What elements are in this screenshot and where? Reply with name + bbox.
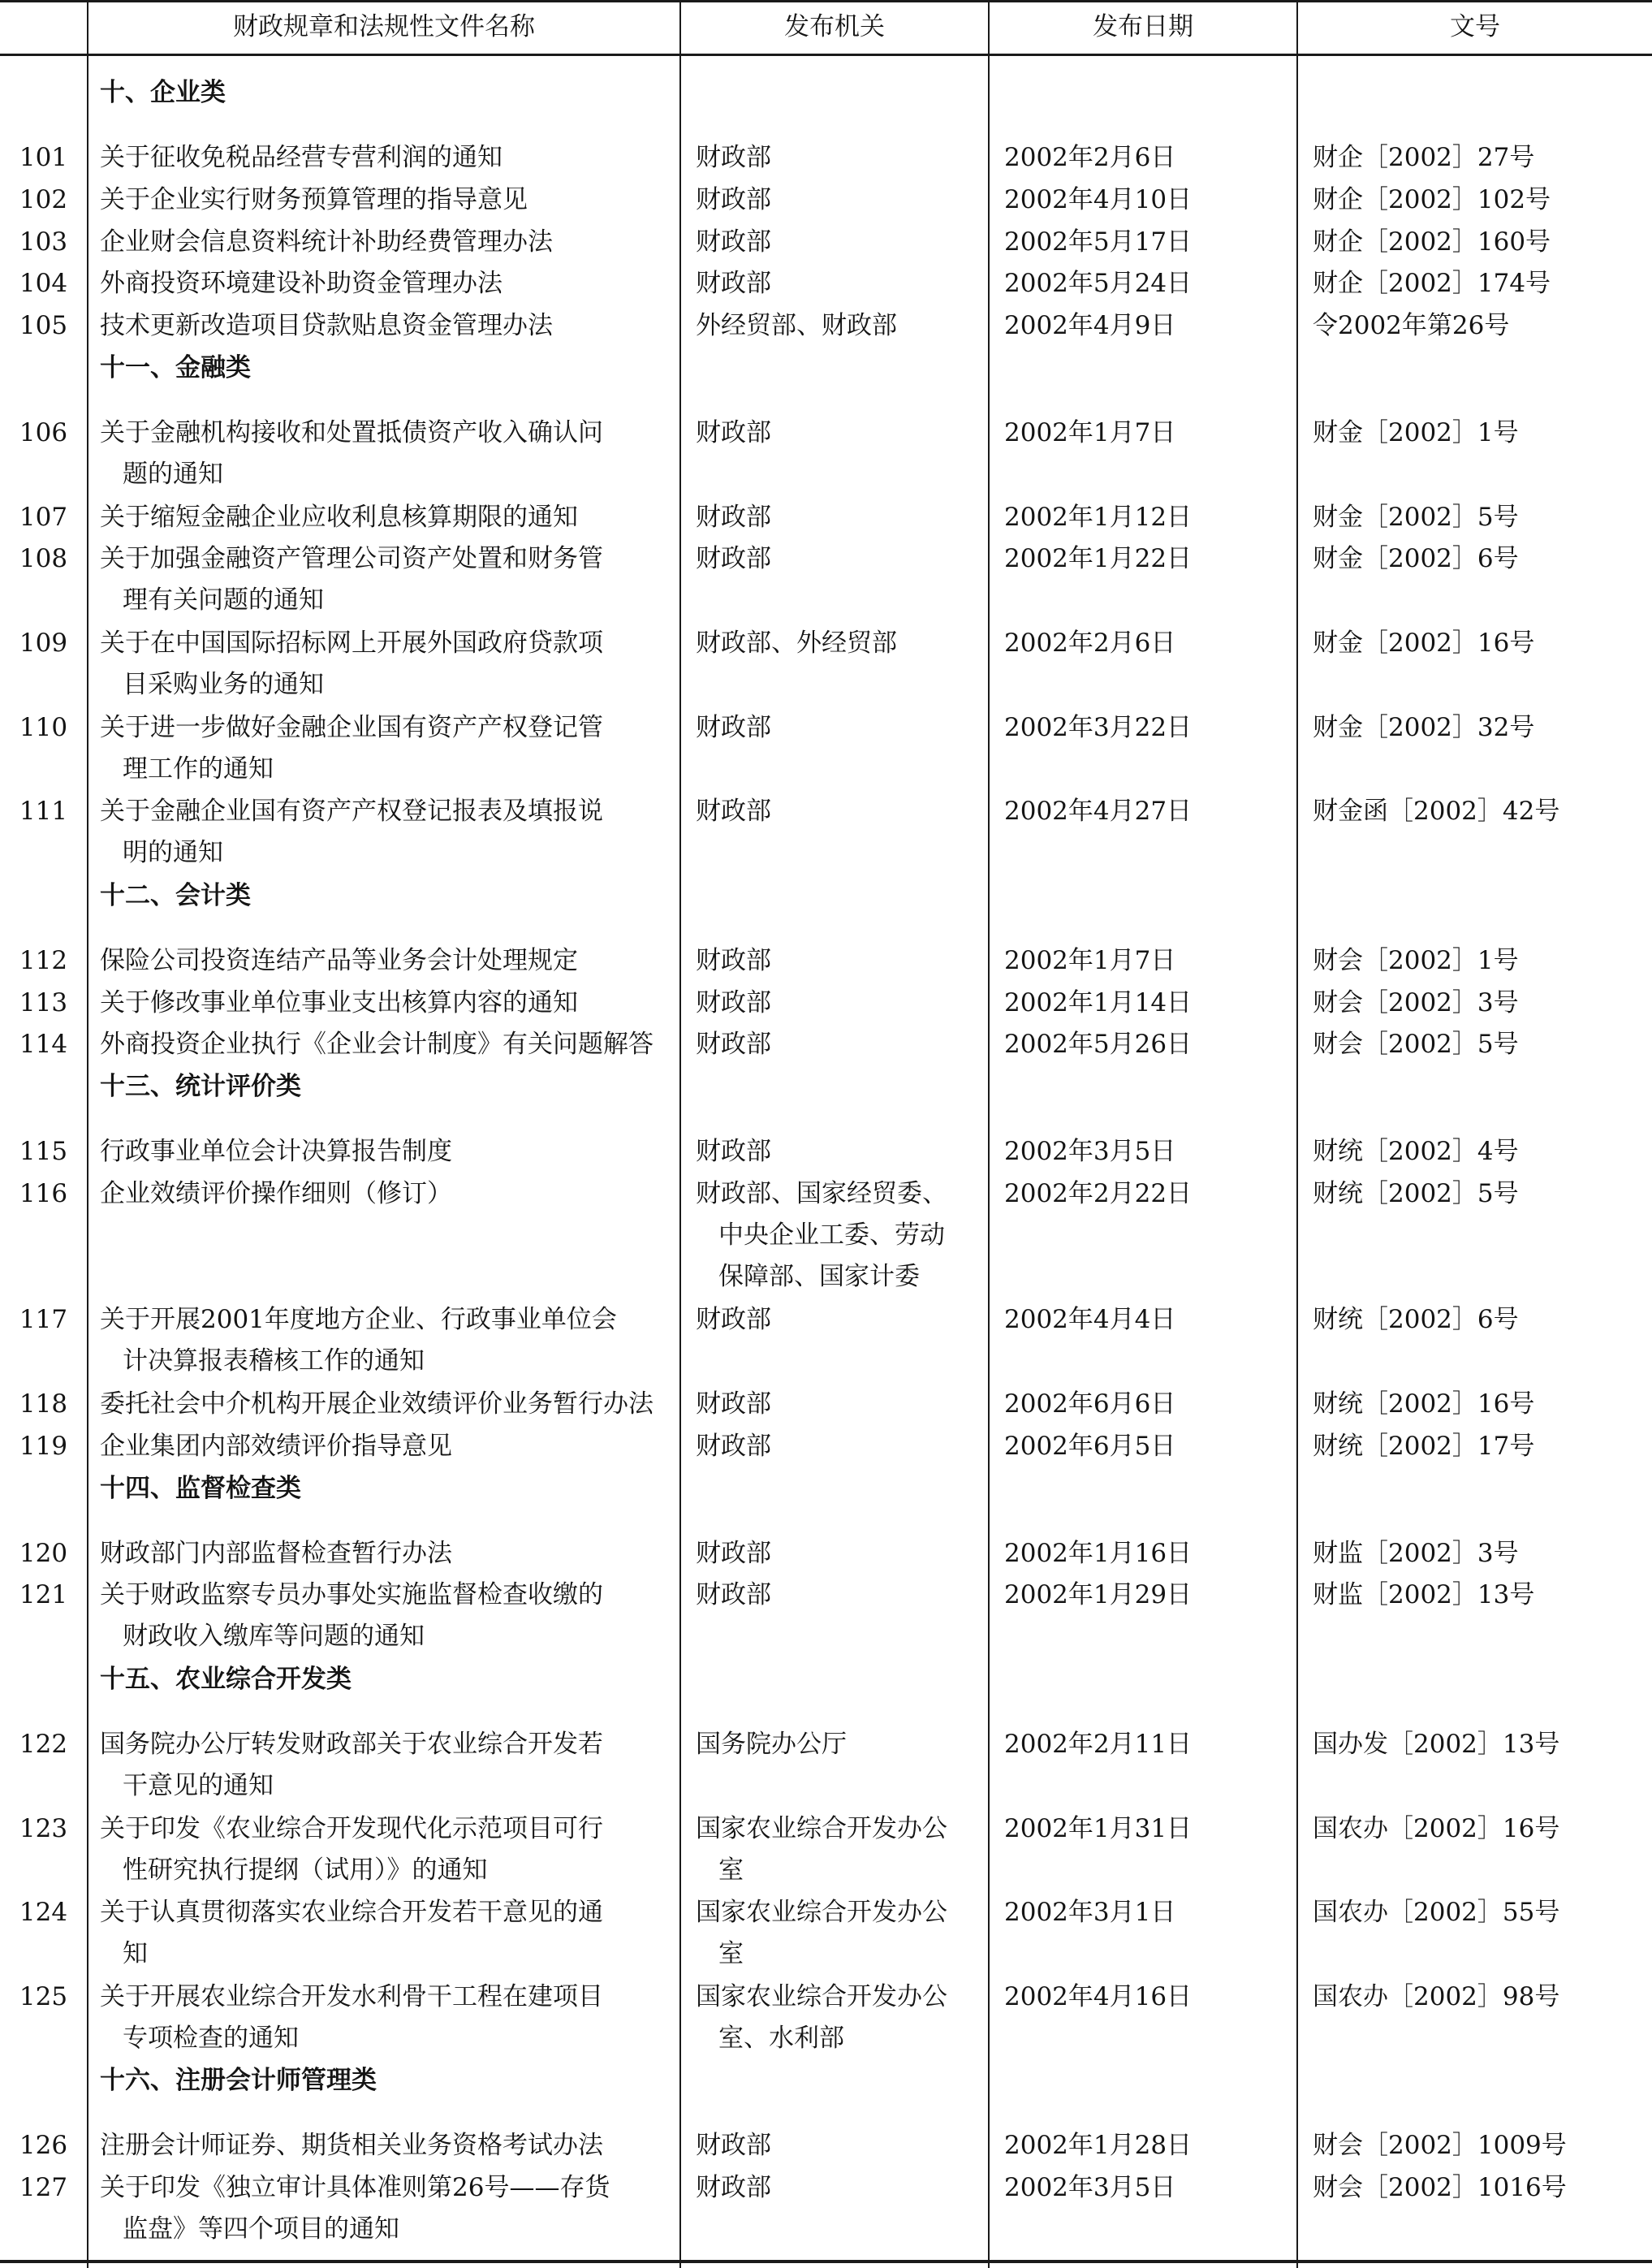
item-number: 102	[19, 184, 68, 214]
item-doc-number: 财统［2002］16号	[1297, 1384, 1652, 1426]
item-doc-number: 财金函［2002］42号	[1297, 791, 1652, 875]
item-issuer-line: 国务院办公厅	[696, 1730, 847, 1760]
item-issuer-line: 财政部	[696, 227, 771, 257]
item-issuer	[680, 1426, 989, 1468]
item-doc-number: 国农办［2002］55号	[1297, 1892, 1652, 1976]
section-issuer-cell	[680, 2060, 989, 2125]
item-name	[88, 1024, 680, 1066]
section-row	[0, 348, 1652, 413]
item-date: 2002年2月6日	[989, 137, 1297, 179]
item-issuer-line: 财政部	[696, 1030, 771, 1060]
item-issuer-continuation: 室	[718, 1939, 744, 1969]
item-date: 2002年1月7日	[989, 940, 1297, 983]
header-name: 财政规章和法规性文件名称	[88, 0, 680, 55]
section-number-cell	[0, 875, 88, 940]
section-title: 十四、监督检查类	[88, 1468, 680, 1533]
item-name	[88, 1892, 680, 1976]
item-issuer	[680, 263, 989, 305]
item-date: 2002年3月5日	[989, 1131, 1297, 1173]
item-number: 105	[19, 311, 68, 341]
section-title: 十、企业类	[88, 72, 680, 137]
item-name-continuation: 明的通知	[123, 838, 223, 868]
item-name-line: 财政部门内部监督检查暂行办法	[100, 1538, 452, 1568]
item-name-line: 关于开展2001年度地方企业、行政事业单位会	[100, 1305, 617, 1335]
table-row	[0, 940, 1652, 983]
item-date: 2002年4月4日	[989, 1299, 1297, 1384]
item-issuer	[680, 1173, 989, 1299]
item-issuer-line: 财政部	[696, 184, 771, 214]
item-issuer-line: 财政部	[696, 1538, 771, 1568]
section-number-cell	[0, 1066, 88, 1131]
section-doc-cell	[1297, 348, 1652, 413]
item-issuer	[680, 707, 989, 792]
item-doc-number: 财金［2002］16号	[1297, 623, 1652, 707]
table-row	[0, 623, 1652, 707]
item-name-line: 关于缩短金融企业应收利息核算期限的通知	[100, 502, 578, 532]
item-number: 121	[19, 1580, 68, 1610]
item-issuer-line: 财政部	[696, 1580, 771, 1610]
table-row	[0, 413, 1652, 497]
item-name-continuation: 理工作的通知	[123, 754, 274, 784]
section-doc-cell	[1297, 72, 1652, 137]
section-issuer-cell	[680, 348, 989, 413]
item-doc-number: 国办发［2002］13号	[1297, 1724, 1652, 1808]
item-name-continuation: 题的通知	[123, 459, 223, 489]
section-number-cell	[0, 348, 88, 413]
item-issuer	[680, 497, 989, 539]
item-issuer-continuation: 保障部、国家计委	[718, 1262, 920, 1292]
item-date: 2002年5月24日	[989, 263, 1297, 305]
item-issuer	[680, 1892, 989, 1976]
section-date-cell	[989, 1066, 1297, 1131]
section-doc-cell	[1297, 1468, 1652, 1533]
item-date: 2002年1月7日	[989, 413, 1297, 497]
item-doc-number: 财企［2002］27号	[1297, 137, 1652, 179]
item-name	[88, 538, 680, 623]
section-row	[0, 1468, 1652, 1533]
item-issuer-line: 国家农业综合开发办公	[696, 1981, 947, 2011]
item-issuer	[680, 1384, 989, 1426]
item-date: 2002年2月6日	[989, 623, 1297, 707]
item-issuer-continuation: 中央企业工委、劳动	[718, 1220, 945, 1251]
item-name	[88, 1426, 680, 1468]
item-date: 2002年1月12日	[989, 497, 1297, 539]
header-row	[0, 0, 1652, 55]
table-row	[0, 179, 1652, 222]
section-number-cell	[0, 72, 88, 137]
item-name	[88, 623, 680, 707]
item-number: 112	[19, 945, 68, 975]
item-issuer	[680, 791, 989, 875]
item-date: 2002年6月6日	[989, 1384, 1297, 1426]
item-name-line: 行政事业单位会计决算报告制度	[100, 1137, 452, 1167]
item-doc-number: 财会［2002］1009号	[1297, 2125, 1652, 2167]
item-number: 124	[19, 1898, 68, 1928]
item-name-continuation: 干意见的通知	[123, 1771, 274, 1801]
item-issuer-line: 财政部	[696, 417, 771, 447]
item-date: 2002年1月22日	[989, 538, 1297, 623]
item-issuer	[680, 222, 989, 264]
section-doc-cell	[1297, 1659, 1652, 1724]
table-row	[0, 222, 1652, 264]
table-row	[0, 1024, 1652, 1066]
table-row	[0, 707, 1652, 792]
section-title: 十三、统计评价类	[88, 1066, 680, 1131]
item-issuer	[680, 1131, 989, 1173]
item-issuer	[680, 305, 989, 348]
item-name-line: 关于加强金融资产管理公司资产处置和财务管	[100, 544, 603, 574]
item-name-line: 国务院办公厅转发财政部关于农业综合开发若	[100, 1730, 603, 1760]
item-name	[88, 2125, 680, 2167]
item-name-line: 关于印发《独立审计具体准则第26号——存货	[100, 2173, 610, 2203]
item-issuer-line: 国家农业综合开发办公	[696, 1898, 947, 1928]
section-number-cell	[0, 2060, 88, 2125]
item-number: 114	[19, 1030, 68, 1060]
table-row	[0, 1533, 1652, 1575]
item-name	[88, 305, 680, 348]
section-row	[0, 72, 1652, 137]
table-bottom-rule	[0, 2260, 1652, 2263]
item-issuer	[680, 623, 989, 707]
item-issuer	[680, 1024, 989, 1066]
item-number: 123	[19, 1813, 68, 1843]
item-date: 2002年3月5日	[989, 2167, 1297, 2252]
item-number: 126	[19, 2131, 68, 2161]
item-name-continuation: 性研究执行提纲（试用）》的通知	[123, 1855, 488, 1885]
item-name	[88, 222, 680, 264]
item-doc-number: 财金［2002］5号	[1297, 497, 1652, 539]
item-date: 2002年1月14日	[989, 983, 1297, 1025]
item-name-line: 关于企业实行财务预算管理的指导意见	[100, 184, 528, 214]
item-name	[88, 497, 680, 539]
item-doc-number: 财企［2002］160号	[1297, 222, 1652, 264]
item-issuer-line: 财政部	[696, 712, 771, 742]
table-row	[0, 1892, 1652, 1976]
item-number: 109	[19, 629, 68, 658]
item-name-continuation: 理有关问题的通知	[123, 585, 324, 616]
item-name-line: 关于财政监察专员办事处实施监督检查收缴的	[100, 1580, 603, 1610]
table-row	[0, 2125, 1652, 2167]
item-name-continuation: 财政收入缴库等问题的通知	[123, 1622, 425, 1652]
header-issuer: 发布机关	[680, 0, 989, 55]
header-no	[0, 0, 88, 55]
item-name	[88, 791, 680, 875]
item-name	[88, 413, 680, 497]
item-doc-number: 财监［2002］13号	[1297, 1575, 1652, 1659]
table-row	[0, 1724, 1652, 1808]
table-row	[0, 137, 1652, 179]
table-body	[0, 55, 1652, 2268]
item-number: 113	[19, 987, 68, 1017]
table-row	[0, 1976, 1652, 2061]
item-name-line: 关于金融企业国有资产产权登记报表及填报说	[100, 797, 603, 827]
item-number: 111	[19, 797, 68, 827]
item-number: 117	[19, 1305, 68, 1335]
item-date: 2002年4月16日	[989, 1976, 1297, 2061]
item-issuer-continuation: 室	[718, 1855, 744, 1885]
item-date: 2002年4月27日	[989, 791, 1297, 875]
item-date: 2002年1月16日	[989, 1533, 1297, 1575]
item-issuer-line: 财政部	[696, 143, 771, 172]
item-doc-number: 国农办［2002］16号	[1297, 1808, 1652, 1893]
table-row	[0, 1299, 1652, 1384]
item-name-line: 关于进一步做好金融企业国有资产产权登记管	[100, 712, 603, 742]
item-issuer-line: 财政部	[696, 797, 771, 827]
item-name	[88, 1575, 680, 1659]
item-name	[88, 983, 680, 1025]
item-name	[88, 1131, 680, 1173]
section-date-cell	[989, 2060, 1297, 2125]
item-date: 2002年5月17日	[989, 222, 1297, 264]
section-number-cell	[0, 1659, 88, 1724]
item-name-line: 关于征收免税品经营专营利润的通知	[100, 143, 503, 172]
section-issuer-cell	[680, 1659, 989, 1724]
item-issuer	[680, 179, 989, 222]
item-name-continuation: 监盘》等四个项目的通知	[123, 2214, 399, 2244]
item-issuer-line: 财政部	[696, 1431, 771, 1461]
table-row	[0, 497, 1652, 539]
section-date-cell	[989, 1659, 1297, 1724]
item-date: 2002年2月22日	[989, 1173, 1297, 1299]
section-date-cell	[989, 1468, 1297, 1533]
item-date: 2002年3月22日	[989, 707, 1297, 792]
section-title: 十五、农业综合开发类	[88, 1659, 680, 1724]
item-name	[88, 1808, 680, 1893]
table-row	[0, 983, 1652, 1025]
item-issuer	[680, 2167, 989, 2252]
item-name	[88, 179, 680, 222]
item-doc-number: 财金［2002］1号	[1297, 413, 1652, 497]
item-doc-number: 财统［2002］17号	[1297, 1426, 1652, 1468]
item-issuer	[680, 1808, 989, 1893]
item-name	[88, 1724, 680, 1808]
item-number: 103	[19, 227, 68, 257]
item-name-line: 保险公司投资连结产品等业务会计处理规定	[100, 945, 578, 975]
table-row	[0, 305, 1652, 348]
item-issuer	[680, 983, 989, 1025]
item-name-line: 企业财会信息资料统计补助经费管理办法	[100, 227, 553, 257]
table-row	[0, 2167, 1652, 2252]
item-name-line: 注册会计师证券、期货相关业务资格考试办法	[100, 2131, 603, 2161]
item-number: 118	[19, 1389, 68, 1419]
item-name-line: 委托社会中介机构开展企业效绩评价业务暂行办法	[100, 1389, 653, 1419]
section-date-cell	[989, 348, 1297, 413]
section-row	[0, 875, 1652, 940]
item-name	[88, 137, 680, 179]
item-number: 106	[19, 417, 68, 447]
item-doc-number: 财金［2002］32号	[1297, 707, 1652, 792]
item-name-line: 关于认真贯彻落实农业综合开发若干意见的通	[100, 1898, 603, 1928]
item-issuer	[680, 1299, 989, 1384]
item-doc-number: 财企［2002］102号	[1297, 179, 1652, 222]
table-row	[0, 1173, 1652, 1299]
item-doc-number: 令2002年第26号	[1297, 305, 1652, 348]
section-issuer-cell	[680, 1468, 989, 1533]
section-doc-cell	[1297, 2060, 1652, 2125]
section-title: 十一、金融类	[88, 348, 680, 413]
table-row	[0, 263, 1652, 305]
section-issuer-cell	[680, 1066, 989, 1131]
item-date: 2002年1月31日	[989, 1808, 1297, 1893]
item-number: 125	[19, 1981, 68, 2011]
item-doc-number: 财统［2002］5号	[1297, 1173, 1652, 1299]
item-number: 101	[19, 143, 68, 172]
item-doc-number: 财会［2002］5号	[1297, 1024, 1652, 1066]
table-row	[0, 1131, 1652, 1173]
table-row	[0, 1384, 1652, 1426]
item-doc-number: 国农办［2002］98号	[1297, 1976, 1652, 2061]
item-doc-number: 财会［2002］3号	[1297, 983, 1652, 1025]
header-date: 发布日期	[989, 0, 1297, 55]
item-number: 107	[19, 502, 68, 532]
item-number: 120	[19, 1538, 68, 1568]
item-number: 108	[19, 544, 68, 574]
item-doc-number: 财统［2002］4号	[1297, 1131, 1652, 1173]
item-name	[88, 1173, 680, 1299]
section-issuer-cell	[680, 875, 989, 940]
item-issuer-continuation: 室、水利部	[718, 2023, 844, 2053]
section-date-cell	[989, 875, 1297, 940]
item-name-continuation: 专项检查的通知	[123, 2023, 299, 2053]
item-doc-number: 财会［2002］1016号	[1297, 2167, 1652, 2252]
item-name-continuation: 计决算报表稽核工作的通知	[123, 1346, 425, 1376]
item-name-line: 外商投资环境建设补助资金管理办法	[100, 269, 503, 299]
item-doc-number: 财企［2002］174号	[1297, 263, 1652, 305]
section-number-cell	[0, 1468, 88, 1533]
item-name	[88, 1533, 680, 1575]
item-number: 115	[19, 1137, 68, 1167]
item-date: 2002年4月10日	[989, 179, 1297, 222]
item-doc-number: 财监［2002］3号	[1297, 1533, 1652, 1575]
item-date: 2002年3月1日	[989, 1892, 1297, 1976]
item-date: 2002年6月5日	[989, 1426, 1297, 1468]
item-issuer-line: 外经贸部、财政部	[696, 311, 897, 341]
item-name-line: 企业集团内部效绩评价指导意见	[100, 1431, 452, 1461]
item-name-continuation: 知	[123, 1939, 148, 1969]
item-issuer-line: 财政部	[696, 1137, 771, 1167]
item-date: 2002年2月11日	[989, 1724, 1297, 1808]
item-name-line: 关于在中国国际招标网上开展外国政府贷款项	[100, 629, 603, 658]
item-issuer-line: 财政部、外经贸部	[696, 629, 897, 658]
item-name	[88, 940, 680, 983]
table-row	[0, 1426, 1652, 1468]
item-issuer	[680, 413, 989, 497]
item-date: 2002年4月9日	[989, 305, 1297, 348]
item-issuer	[680, 538, 989, 623]
item-doc-number: 财会［2002］1号	[1297, 940, 1652, 983]
item-number: 122	[19, 1730, 68, 1760]
item-date: 2002年1月28日	[989, 2125, 1297, 2167]
table-row	[0, 538, 1652, 623]
item-name-continuation: 目采购业务的通知	[123, 670, 324, 699]
section-issuer-cell	[680, 72, 989, 137]
item-number: 104	[19, 269, 68, 299]
item-issuer-line: 财政部	[696, 945, 771, 975]
section-doc-cell	[1297, 875, 1652, 940]
item-date: 2002年5月26日	[989, 1024, 1297, 1066]
section-row	[0, 1066, 1652, 1131]
item-issuer	[680, 1976, 989, 2061]
item-issuer-line: 财政部	[696, 987, 771, 1017]
item-issuer	[680, 137, 989, 179]
item-issuer-line: 财政部	[696, 502, 771, 532]
item-issuer-line: 财政部、国家经贸委、	[696, 1179, 947, 1209]
item-name-line: 关于印发《农业综合开发现代化示范项目可行	[100, 1813, 603, 1843]
item-name	[88, 1976, 680, 2061]
item-name-line: 企业效绩评价操作细则（修订）	[100, 1179, 452, 1209]
item-doc-number: 财统［2002］6号	[1297, 1299, 1652, 1384]
item-name	[88, 707, 680, 792]
item-name	[88, 1299, 680, 1384]
item-issuer-line: 财政部	[696, 2131, 771, 2161]
item-date: 2002年1月29日	[989, 1575, 1297, 1659]
table-row	[0, 1575, 1652, 1659]
item-number: 116	[19, 1179, 68, 1209]
item-name	[88, 2167, 680, 2252]
item-name-line: 关于修改事业单位事业支出核算内容的通知	[100, 987, 578, 1017]
item-issuer	[680, 1533, 989, 1575]
item-issuer-line: 财政部	[696, 269, 771, 299]
header-doc-no: 文号	[1297, 0, 1652, 55]
item-number: 110	[19, 712, 68, 742]
section-date-cell	[989, 72, 1297, 137]
table-row	[0, 1808, 1652, 1893]
item-issuer	[680, 940, 989, 983]
item-name	[88, 263, 680, 305]
item-name-line: 关于金融机构接收和处置抵债资产收入确认问	[100, 417, 603, 447]
item-doc-number: 财金［2002］6号	[1297, 538, 1652, 623]
item-number: 119	[19, 1431, 68, 1461]
section-row	[0, 2060, 1652, 2125]
item-issuer	[680, 1575, 989, 1659]
item-issuer-line: 财政部	[696, 1389, 771, 1419]
item-issuer-line: 财政部	[696, 544, 771, 574]
item-issuer-line: 国家农业综合开发办公	[696, 1813, 947, 1843]
item-issuer-line: 财政部	[696, 1305, 771, 1335]
section-title: 十二、会计类	[88, 875, 680, 940]
spacer-row	[0, 55, 1652, 73]
item-issuer-line: 财政部	[696, 2173, 771, 2203]
item-name-line: 技术更新改造项目贷款贴息资金管理办法	[100, 311, 553, 341]
item-issuer	[680, 1724, 989, 1808]
section-title: 十六、注册会计师管理类	[88, 2060, 680, 2125]
item-name	[88, 1384, 680, 1426]
item-issuer	[680, 2125, 989, 2167]
section-row	[0, 1659, 1652, 1724]
item-name-line: 外商投资企业执行《企业会计制度》有关问题解答	[100, 1030, 653, 1060]
item-number: 127	[19, 2173, 68, 2203]
section-doc-cell	[1297, 1066, 1652, 1131]
table-row	[0, 791, 1652, 875]
item-name-line: 关于开展农业综合开发水利骨干工程在建项目	[100, 1981, 603, 2011]
